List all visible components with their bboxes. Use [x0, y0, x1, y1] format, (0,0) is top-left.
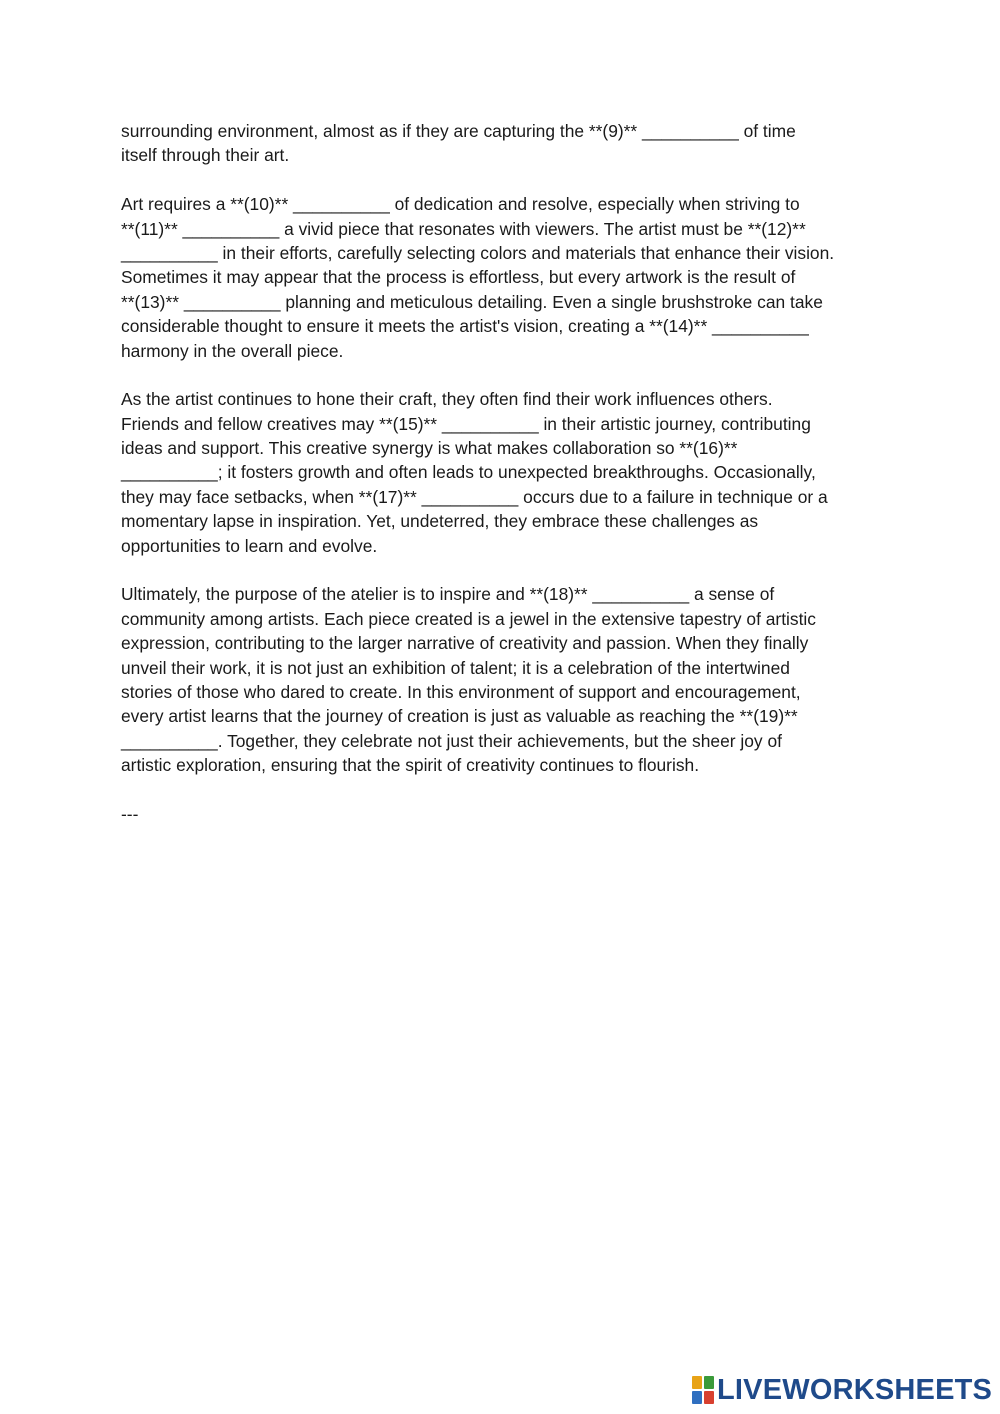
text-line: __________. Together, they celebrate not just their achievements, but the sheer joy of	[121, 730, 782, 751]
paragraph-3	[121, 387, 891, 558]
text-line: considerable thought to ensure it meets the artist's vision, creating a **(14)** __________	[121, 316, 809, 337]
text-line: ideas and support. This creative synergy is what makes collaboration so **(16)**	[121, 438, 738, 459]
text-line: __________; it fosters growth and often leads to unexpected breakthroughs. Occasionally,	[121, 462, 816, 483]
text-line: community among artists. Each piece created is a jewel in the extensive tapestry of artistic	[121, 608, 816, 629]
text-line: **(13)** __________ planning and meticulous detailing. Even a single brushstroke can take	[121, 291, 823, 312]
text-line: every artist learns that the journey of creation is just as valuable as reaching the **(19)**	[121, 706, 798, 727]
text-line: artistic exploration, ensuring that the spirit of creativity continues to flourish.	[121, 755, 700, 776]
text-line: momentary lapse in inspiration. Yet, undeterred, they embrace these challenges as	[121, 511, 759, 532]
text-line: opportunities to learn and evolve.	[121, 535, 378, 556]
logo-text: LIVEWORKSHEETS	[717, 1373, 993, 1406]
logo-block-2	[704, 1376, 714, 1389]
paragraph-2	[121, 192, 891, 363]
logo-block-1	[692, 1376, 702, 1389]
worksheet-text	[121, 119, 891, 826]
liveworksheets-logo	[692, 1374, 992, 1406]
text-line: Sometimes it may appear that the process is effortless, but every artwork is the result of	[121, 267, 796, 288]
paragraph-4	[121, 582, 891, 777]
text-line: surrounding environment, almost as if they are capturing the **(9)** __________ of time	[121, 121, 796, 141]
text-line: harmony in the overall piece.	[121, 340, 344, 361]
logo-block-3	[692, 1391, 702, 1404]
paragraph-1	[121, 119, 891, 168]
text-line: unveil their work, it is not just an exhibition of talent; it is a celebration of the intertwined	[121, 657, 790, 678]
section-separator: ---	[121, 803, 139, 824]
text-line: itself through their art.	[121, 145, 290, 166]
text-line: Art requires a **(10)** __________ of dedication and resolve, especially when striving to	[121, 194, 800, 215]
liveworksheets-logo-icon	[692, 1376, 714, 1404]
text-line: Ultimately, the purpose of the atelier is to inspire and **(18)** __________ a sense of	[121, 584, 775, 605]
text-line: they may face setbacks, when **(17)** __________ occurs due to a failure in technique or a	[121, 486, 828, 507]
text-line: Friends and fellow creatives may **(15)** __________ in their artistic journey, contributing	[121, 413, 811, 434]
logo-block-4	[704, 1391, 714, 1404]
text-line: As the artist continues to hone their craft, they often find their work influences others.	[121, 389, 773, 410]
text-line: stories of those who dared to create. In this environment of support and encouragement,	[121, 681, 801, 702]
text-line: expression, contributing to the larger narrative of creativity and passion. When they finally	[121, 633, 809, 654]
text-line: __________ in their efforts, carefully selecting colors and materials that enhance their vision.	[121, 242, 835, 263]
text-line: **(11)** __________ a vivid piece that resonates with viewers. The artist must be **(12)**	[121, 218, 806, 239]
